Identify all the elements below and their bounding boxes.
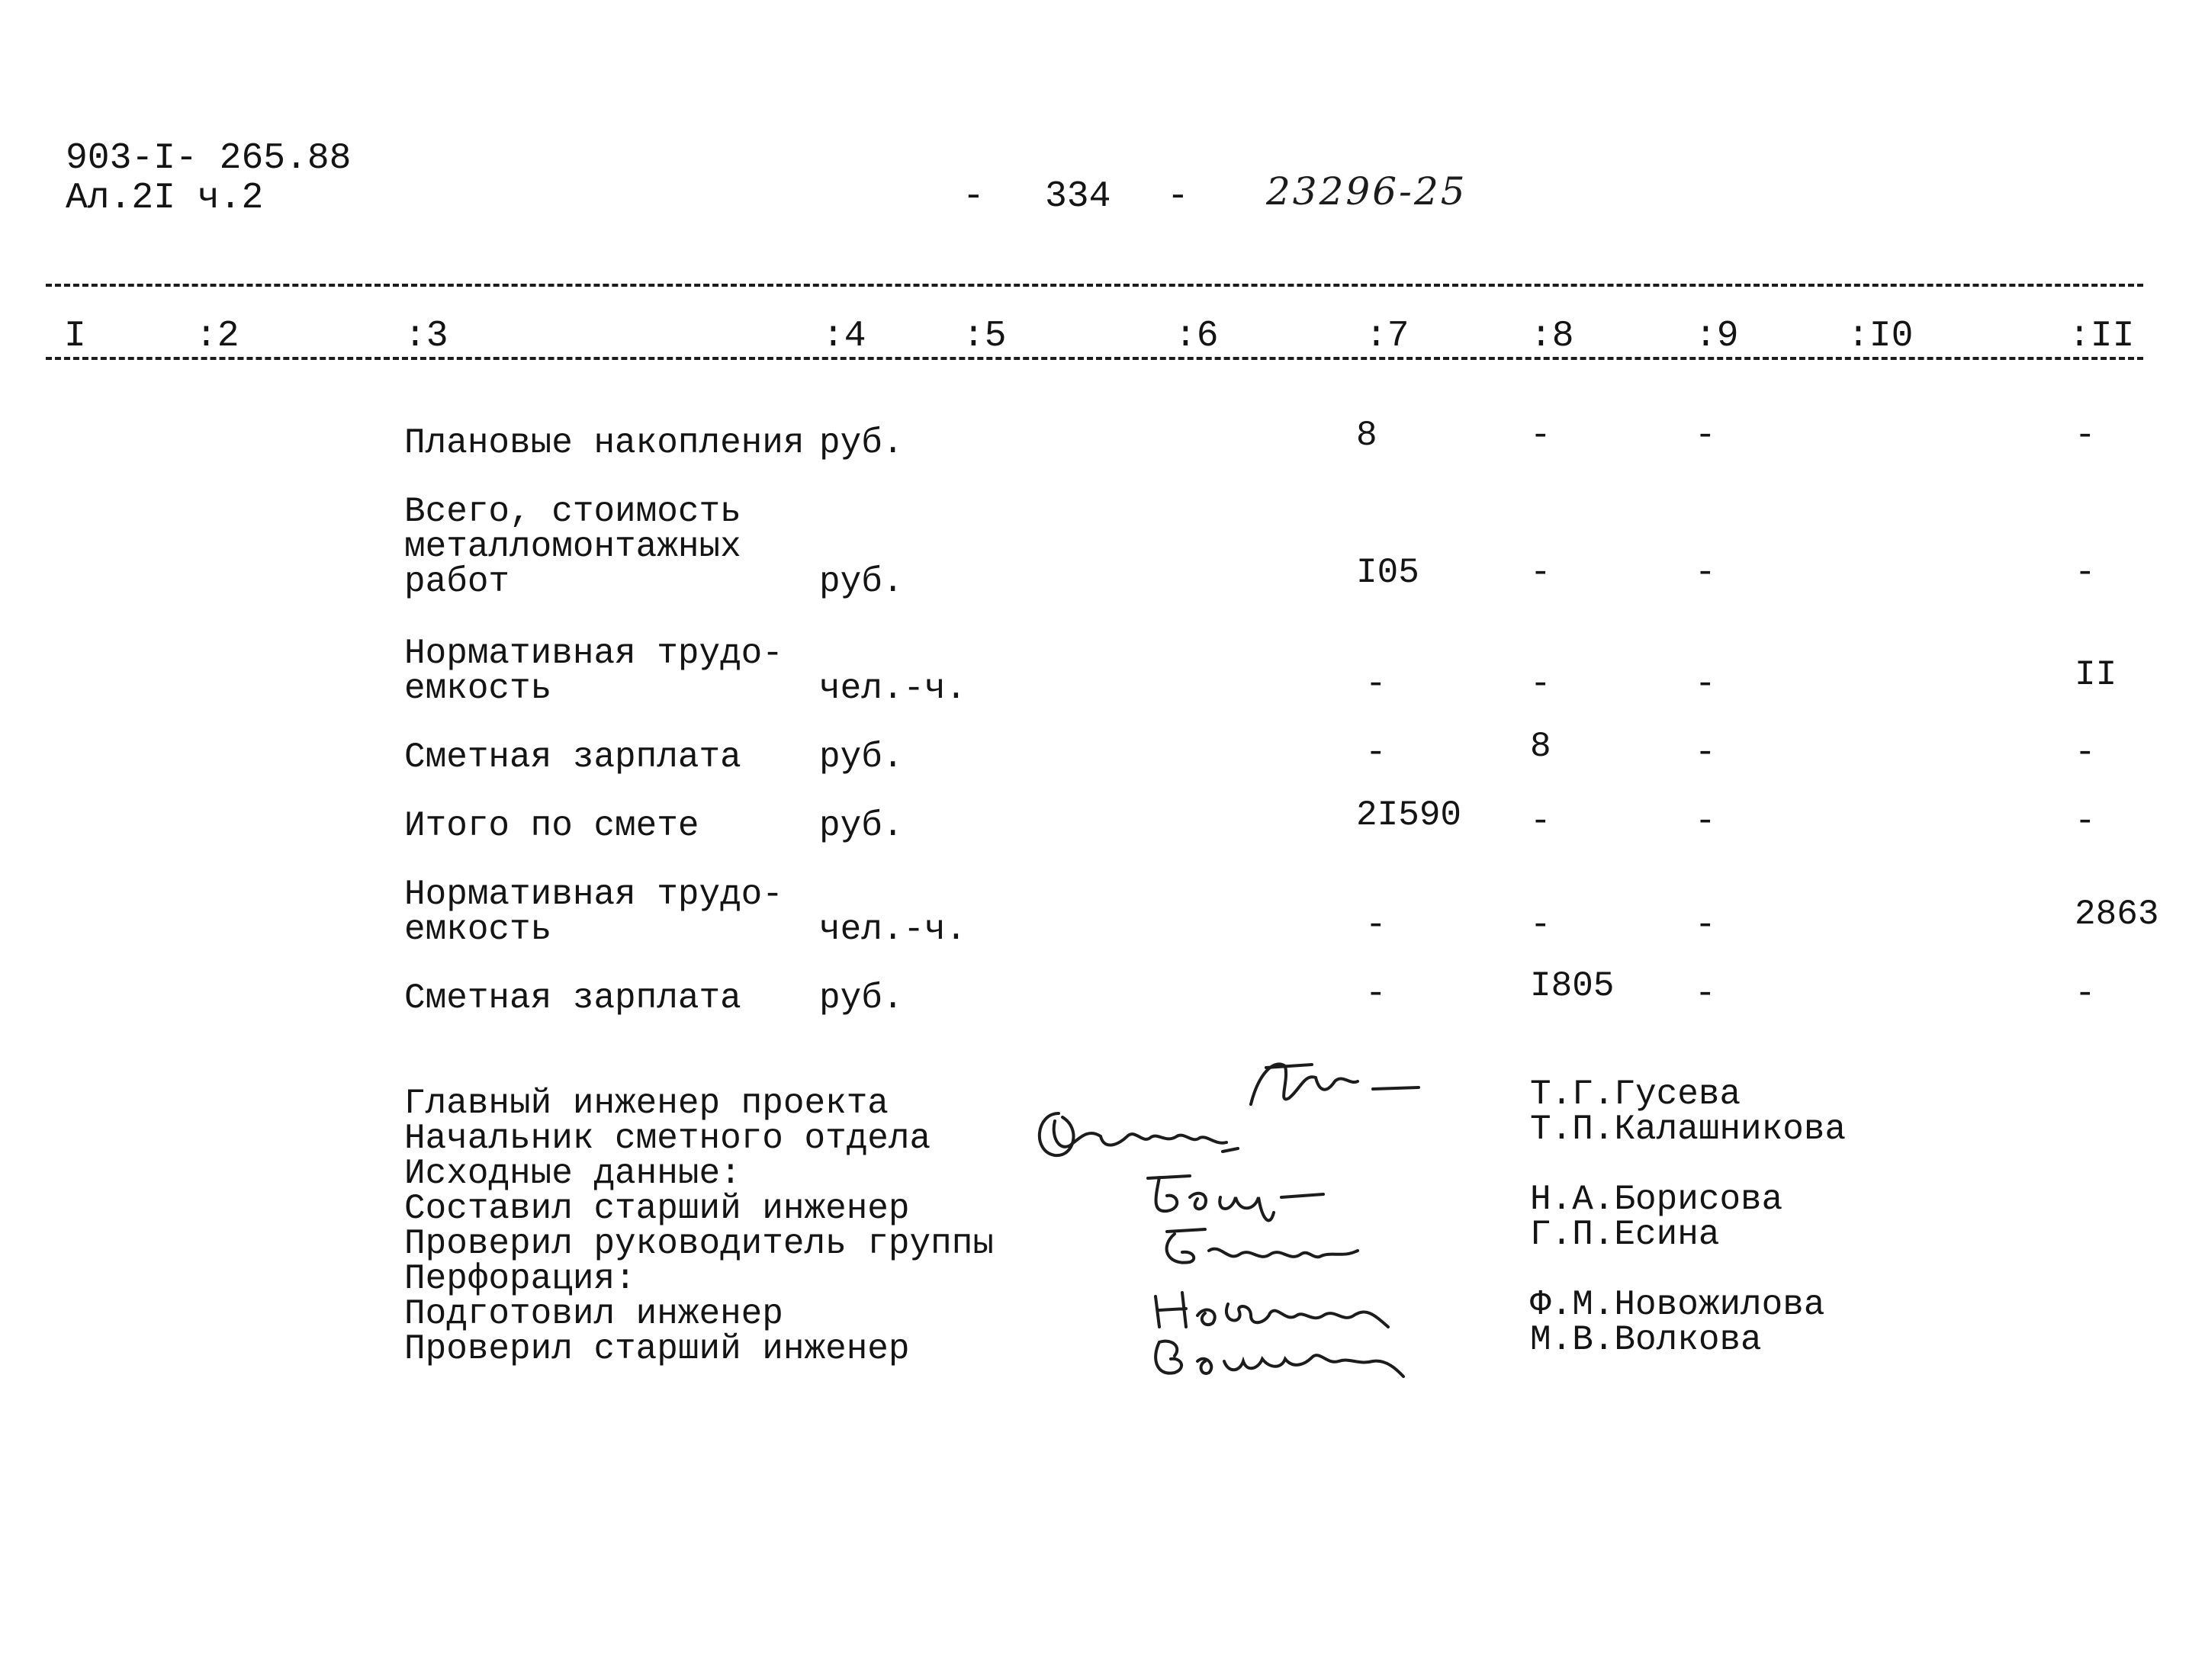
row-label-line1: Нормативная трудо- [404, 875, 783, 914]
header-rule-top [46, 284, 2143, 287]
row-value-col11: - [2075, 553, 2096, 593]
row-value-col8: - [1530, 801, 1551, 841]
column-number-1: I [64, 316, 86, 357]
name-novozhilova: Ф.М.Новожилова [1530, 1285, 1825, 1325]
row-value-col7: - [1365, 974, 1387, 1013]
role-compiled-by: Составил старший инженер [404, 1189, 910, 1229]
row-value-col7: 2I590 [1356, 795, 1462, 835]
row-value-col9: - [1695, 664, 1716, 704]
header-rule-bottom [46, 357, 2143, 360]
row-value-col8: - [1530, 553, 1551, 593]
row-label: Итого по смете [404, 806, 699, 846]
row-value-col9: - [1695, 553, 1716, 593]
row-value-col8: - [1530, 416, 1551, 455]
column-number-7: :7 [1365, 316, 1410, 357]
page-dash-left: - [963, 176, 985, 217]
row-value-col7: - [1365, 664, 1387, 704]
role-perforation: Перфорация: [404, 1259, 636, 1299]
name-borisova: Н.А.Борисова [1530, 1180, 1783, 1219]
row-value-col8: - [1530, 905, 1551, 945]
role-source-data: Исходные данные: [404, 1154, 741, 1193]
row-value-col7: - [1365, 733, 1387, 773]
row-unit: руб. [819, 423, 904, 463]
row-unit: руб. [819, 978, 904, 1018]
row-value-col8: - [1530, 664, 1551, 704]
column-number-4: :4 [822, 316, 866, 357]
row-label-line2: емкость [404, 910, 552, 949]
page-dash-right: - [1167, 176, 1189, 217]
name-volkova: М.В.Волкова [1530, 1320, 1762, 1360]
role-head-estimate-dept: Начальник сметного отдела [404, 1119, 931, 1158]
row-value-col11: - [2075, 801, 2096, 841]
row-value-col11: 2863 [2075, 895, 2159, 934]
role-checked-senior: Проверил старший инженер [404, 1329, 910, 1369]
row-unit: чел.-ч. [819, 910, 967, 949]
signature-esina [1144, 1220, 1388, 1274]
row-value-col9: - [1695, 416, 1716, 455]
row-value-col7: 8 [1356, 416, 1377, 455]
row-value-col11: - [2075, 974, 2096, 1013]
handwritten-inventory-number: 23296-25 [1266, 169, 1467, 214]
row-value-col8: I805 [1530, 966, 1615, 1006]
row-unit: руб. [819, 737, 904, 777]
column-number-9: :9 [1695, 316, 1739, 357]
document-code: 903-I- 265.88 [66, 138, 352, 179]
row-value-col9: - [1695, 733, 1716, 773]
row-label: Сметная зарплата [404, 978, 741, 1018]
row-value-col11: - [2075, 416, 2096, 455]
signature-volkova [1144, 1327, 1419, 1388]
name-kalashnikova: Т.П.Калашникова [1530, 1110, 1847, 1149]
page-number: 334 [1045, 176, 1111, 217]
signature-gusev [1243, 1051, 1426, 1119]
row-label: Плановые накопления [404, 423, 805, 463]
name-gusev: Т.Г.Гусева [1530, 1074, 1741, 1114]
column-number-11: :II [2068, 316, 2135, 357]
column-number-2: :2 [195, 316, 239, 357]
row-unit: руб. [819, 562, 904, 602]
row-value-col9: - [1695, 801, 1716, 841]
row-value-col8: 8 [1530, 727, 1551, 766]
row-label: Сметная зарплата [404, 737, 741, 777]
row-value-col7: I05 [1356, 553, 1419, 593]
album-part: Ал.2I ч.2 [66, 178, 264, 219]
row-unit: чел.-ч. [819, 669, 967, 708]
row-label-line1: Нормативная трудо- [404, 634, 783, 673]
column-number-6: :6 [1175, 316, 1219, 357]
row-unit: руб. [819, 806, 904, 846]
row-value-col9: - [1695, 974, 1716, 1013]
row-label-line3: работ [404, 562, 510, 602]
row-label-line1: Всего, стоимость [404, 492, 741, 532]
column-number-3: :3 [404, 316, 448, 357]
row-label-line2: металломонтажных [404, 527, 741, 567]
role-chief-engineer: Главный инженер проекта [404, 1084, 889, 1123]
row-value-col9: - [1695, 905, 1716, 945]
name-esina: Г.П.Есина [1530, 1215, 1720, 1254]
row-label-line2: емкость [404, 669, 552, 708]
role-checked-group-lead: Проверил руководитель группы [404, 1224, 994, 1264]
signature-borisova [1136, 1167, 1335, 1228]
column-number-8: :8 [1530, 316, 1574, 357]
row-value-col7: - [1365, 905, 1387, 945]
row-value-col11: II [2075, 655, 2117, 695]
column-number-5: :5 [963, 316, 1007, 357]
row-value-col11: - [2075, 733, 2096, 773]
column-number-10: :I0 [1847, 316, 1914, 357]
role-prepared-by: Подготовил инженер [404, 1294, 783, 1334]
